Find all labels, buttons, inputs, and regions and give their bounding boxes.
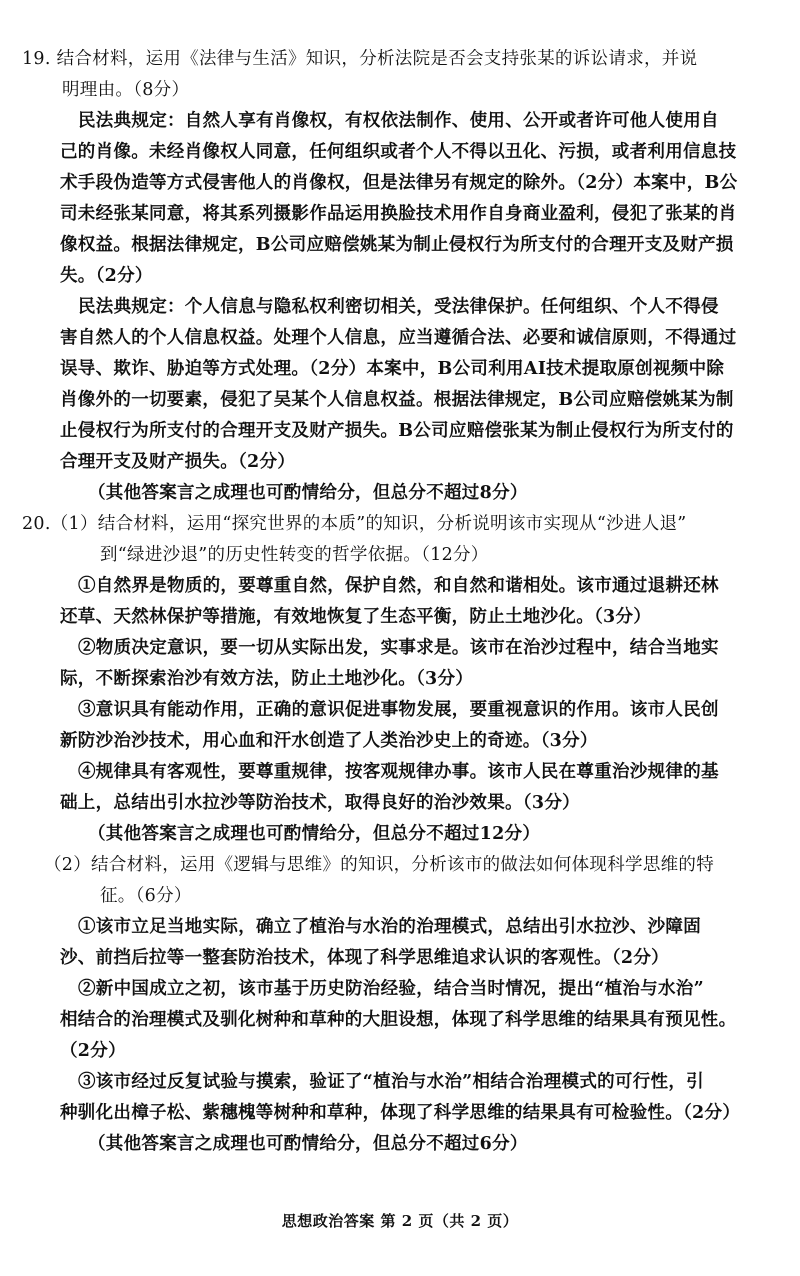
q19-para2-line-6: 合理开支及财产损失。（2分） [60, 452, 296, 472]
q19-para1-line-4: 司未经张某同意，将其系列摄影作品运用换脸技术用作自身商业盈利，侵犯了张某的肖 [60, 204, 737, 224]
q20-2-point2-line-1: ②新中国成立之初，该市基于历史防治经验，结合当时情况，提出“植治与水治” [78, 979, 704, 999]
q20-2-scoring-note: （其他答案言之成理也可酌情给分，但总分不超过6分） [88, 1134, 528, 1154]
q20-2-point3-line-1: ③该市经过反复试验与摸索，验证了“植治与水治”相结合治理模式的可行性，引 [78, 1072, 704, 1092]
q19-para2-line-3: 误导、欺诈、胁迫等方式处理。（2分）本案中，B公司利用AI技术提取原创视频中除 [60, 359, 725, 379]
q20-1-point3-line-1: ③意识具有能动作用，正确的意识促进事物发展，要重视意识的作用。该市人民创 [78, 700, 719, 720]
q19-para1-line-6: 失。（2分） [60, 266, 153, 286]
q20-1-point2-line-2: 际，不断探索治沙有效方法，防止土地沙化。（3分） [60, 669, 474, 689]
q20-1-scoring-note: （其他答案言之成理也可酌情给分，但总分不超过12分） [88, 824, 541, 844]
question-19-stem-line-1: 19. 结合材料，运用《法律与生活》知识，分析法院是否会支持张某的诉讼请求，并说 [22, 49, 698, 69]
q20-1-point3-line-2: 新防沙治沙技术，用心血和汗水创造了人类治沙史上的奇迹。（3分） [60, 731, 598, 751]
q19-para2-line-5: 止侵权行为所支付的合理开支及财产损失。B公司应赔偿张某为制止侵权行为所支付的 [60, 421, 734, 441]
q19-para2-line-4: 肖像外的一切要素，侵犯了吴某个人信息权益。根据法律规定，B公司应赔偿姚某为制 [60, 390, 734, 410]
q19-para1-line-2: 己的肖像。未经肖像权人同意，任何组织或者个人不得以丑化、污损，或者利用信息技 [60, 142, 737, 162]
q20-2-point3-line-2: 种驯化出樟子松、紫穗槐等树种和草种，体现了科学思维的结果具有可检验性。（2分） [60, 1103, 741, 1123]
question-19 [22, 44, 758, 509]
question-20-part-1 [22, 509, 758, 850]
q20-1-point1-line-1: ①自然界是物质的，要尊重自然，保护自然，和自然和谐相处。该市通过退耕还林 [78, 576, 719, 596]
page-footer: 思想政治答案 第 2 页（共 2 页） [281, 1212, 519, 1230]
q20-1-point1-line-2: 还草、天然林保护等措施，有效地恢复了生态平衡，防止土地沙化。（3分） [60, 607, 652, 627]
q19-para1-line-1: 民法典规定：自然人享有肖像权，有权依法制作、使用、公开或者许可他人使用自 [78, 111, 719, 131]
question-20-2-stem-line-1: （2）结合材料，运用《逻辑与思维》的知识，分析该市的做法如何体现科学思维的特 [44, 855, 715, 875]
q19-para2-line-1: 民法典规定：个人信息与隐私权利密切相关，受法律保护。任何组织、个人不得侵 [78, 297, 719, 317]
q19-scoring-note: （其他答案言之成理也可酌情给分，但总分不超过8分） [88, 483, 528, 503]
q19-para1-line-3: 术手段伪造等方式侵害他人的肖像权，但是法律另有规定的除外。（2分）本案中，B公 [60, 173, 738, 193]
q20-2-point2-line-3: （2分） [60, 1041, 126, 1061]
q20-2-point2-line-2: 相结合的治理模式及驯化树种和草种的大胆设想，体现了科学思维的结果具有预见性。 [60, 1010, 737, 1030]
q20-2-point1-line-1: ①该市立足当地实际，确立了植治与水治的治理模式，总结出引水拉沙、沙障固 [78, 917, 701, 937]
q19-para1-line-5: 像权益。根据法律规定，B公司应赔偿姚某为制止侵权行为所支付的合理开支及财产损 [60, 235, 734, 255]
q20-1-point4-line-1: ④规律具有客观性，要尊重规律，按客观规律办事。该市人民在尊重治沙规律的基 [78, 762, 719, 782]
q20-1-point2-line-1: ②物质决定意识，要一切从实际出发，实事求是。该市在治沙过程中，结合当地实 [78, 638, 719, 658]
q20-1-point4-line-2: 础上，总结出引水拉沙等防治技术，取得良好的治沙效果。（3分） [60, 793, 580, 813]
question-20-1-stem-line-2: 到“绿进沙退”的历史性转变的哲学依据。（12分） [100, 545, 489, 565]
question-19-stem-line-2: 明理由。（8分） [62, 80, 190, 100]
question-20-2-stem-line-2: 征。（6分） [100, 886, 192, 906]
q20-2-point1-line-2: 沙、前挡后拉等一整套防治技术，体现了科学思维追求认识的客观性。（2分） [60, 948, 669, 968]
q19-para2-line-2: 害自然人的个人信息权益。处理个人信息，应当遵循合法、必要和诚信原则，不得通过 [60, 328, 737, 348]
question-20-part-2 [22, 850, 758, 1160]
question-20-1-stem-line-1: 20.（1）结合材料，运用“探究世界的本质”的知识，分析说明该市实现从“沙进人退” [22, 514, 687, 534]
